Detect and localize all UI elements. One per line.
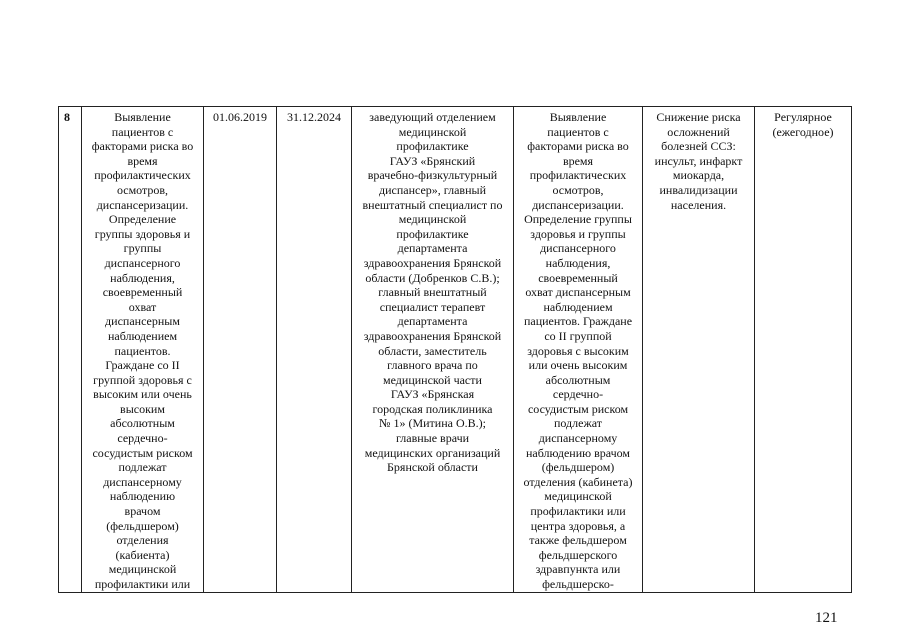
start-date-cell — [204, 107, 277, 593]
effect-cell — [643, 107, 755, 593]
start-date: 01.06.2019 — [213, 110, 267, 124]
periodicity-cell — [755, 107, 852, 593]
row-number: 8 — [64, 110, 70, 124]
event-text: Выявление пациентов с факторами риска во время профилактических осмотров, диспансеризации. Определение группы здоровья и группы диспансерного наблюдения, своевременный охват диспансерным наблюдением пациентов. Граждане со II группой здоровья с высоким или очень высоким абсолютным сердечно- сосудистым риском подлежат диспансерному наблюдению врачом (фельдшером) отделения (кабиента) медицинской профилактики или — [91, 110, 194, 591]
page-number: 121 — [815, 610, 838, 626]
row-number-cell — [59, 107, 82, 593]
responsible-text: заведующий отделением медицинской профилактике ГАУЗ «Брянский врачебно-физкультурный диспансер», главный внештатный специалист по медицинской профилактике департамента здравоохранения Брянской области (Добренков С.В.); главный внештатный специалист терапевт департамента здравоохранения Брянской области, заместитель главного врача по медицинской части ГАУЗ «Брянская городская поликлиника № 1» (Митина О.В.); главные врачи медицинских организаций Брянской области — [362, 110, 503, 475]
event-cell — [82, 107, 204, 593]
periodicity-text: Регулярное (ежегодное) — [772, 110, 834, 139]
result-cell — [514, 107, 643, 593]
end-date: 31.12.2024 — [287, 110, 341, 124]
end-date-cell — [277, 107, 352, 593]
effect-text: Снижение риска осложнений болезней ССЗ: инсульт, инфаркт миокарда, инвалидизации населения. — [654, 110, 743, 212]
table-row — [59, 107, 852, 593]
measures-table — [58, 106, 852, 593]
result-text: Выявление пациентов с факторами риска во время профилактических осмотров, диспансеризации. Определение группы здоровья и группы диспансерного наблюдения, своевременный охват диспансерным наблюдением пациентов. Граждане со II группой здоровья с высоким или очень высоким абсолютным сердечно- сосудистым риском подлежат диспансерному наблюдению врачом (фельдшером) отделения (кабинета) медицинской профилактики или центра здоровья, а также фельдшером фельдшерского здравпункта или фельдшерско- — [523, 110, 633, 591]
responsible-cell — [352, 107, 514, 593]
